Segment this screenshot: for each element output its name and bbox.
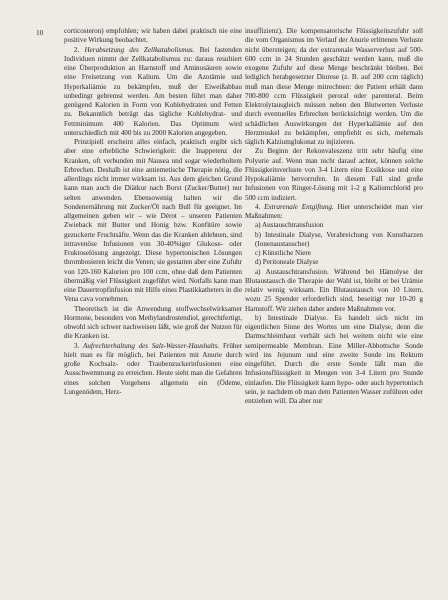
list-item: a) Austauschtransfusion	[255, 221, 324, 230]
paragraph-text: Bei fastenden Individuen nimmt der Zellkatabolismus zu: daraus resultiert eine Überproduktion an Harnstoff und Aminosäuren sowie eine Freisetzung von Kalium. Um die Azotämie und Hyperkaliämie zu bekämpfen, muß der Eiweißabbau unbedingt gebremst werden. Am besten führt man daher genügend Kalorien in Form von Kohlehydraten und Fetten zu. Bekanntlich beträgt das tägliche Kohlehydrat- und Fettminimum 400 Kalorien. Das Optimum wird unterschiedlich mit 400 bis zu 2000 Kalorien angegeben.	[64, 45, 242, 137]
paragraph-text: insuffizienz). Die kompensatorische Flüssigkeitszufuhr soll die vom Organismus im Verlauf der Anurie erlittenen Verluste nicht übersteigen; da der extrarenale Wasserverlust auf 500-600 ccm in 24 Stunden geschätzt werden kann, muß die exogene Zufuhr auf diese Menge beschränkt bleiben. Bei lediglich herabgesetzter Diurese (z. B. auf 200 ccm täglich) muß man diese Menge mitrechnen: der Patient erhält dann 700-800 ccm Flüssigkeit peroral oder parenteral. Beim Elektrolytausgleich müssen neben den Blutwerten Verluste durch eventuelles Erbrechen berücksichtigt werden. Um die schädlichen Auswirkungen der Hyperkaliämie auf den Herzmuskel zu bekämpfen, empfiehlt es sich, mehrmals täglich Kalziumglukonat zu injizieren.	[245, 27, 423, 146]
section-paragraph	[64, 342, 242, 398]
paragraph	[245, 268, 423, 314]
paragraph-text: b) Intestinale Dialyse. Es handelt sich nicht im eigentlichen Sinne des Wortes um eine Dialyse, denn die Darmschleimhaut verhält sich bei weitem nicht wie eine semipermeable Membran. Eine Miller-Abbottsche Sonde wird ins Jejunum und eine zweite Sonde ins Rektum eingeführt. Durch die erste Sonde läßt man die Infusionsflüssigkeit in Mengen von 3-4 Litern pro Stunde einlaufen. Die Flüssigkeit kann hypo- oder auch hypertonisch sein, je nachdem ob man dem Patienten Wasser zuführen oder entziehen will. Da aber nur	[245, 313, 423, 405]
paragraph	[64, 138, 242, 305]
paragraph	[64, 27, 242, 46]
paragraph-text: Prinzipiell erscheint alles einfach, praktisch ergibt sich aber eine erhebliche Schwierigkeit: die Inappetenz der Kranken, oft verbunden mit Nausea und sogar wiederholtem Erbrechen. Deshalb ist eine antiemetische Therapie nötig, die allerdings nicht immer wirksam ist. Aus dem gleichen Grund kann man auch die Diätkur nach Borst (Zucker/Butter) nur selten anwenden. Ebensowenig halten wir die Sondenernährung mit Zucker/Öl nach Bull für geeignet. Im allgemeinen geben wir – wie Dérot – unseren Patienten Zwieback mit Butter und Honig bzw. Konfitüre sowie gezuckerte Fruchtsäfte. Wenn das die Kranken ablehnen, sind intravenöse Infusionen von 30-40%iger Glukose- oder Fruktoselösung angezeigt. Diese hypertonischen Lösungen thrombosieren leicht die Venen; sie gestatten aber eine Zufuhr von 120-160 Kalorien pro 100 ccm, ohne daß dem Patienten übermäßig viel Flüssigkeit zugeführt wird. Notfalls kann man eine Dauertropfinfusion mit Hilfe eines Plastikkatheters in die Vena cava vornehmen.	[64, 138, 242, 304]
paragraph	[64, 305, 242, 342]
list-item: c) Künstliche Niere	[255, 249, 311, 257]
section-number: 2.	[74, 45, 85, 54]
section-heading: Herabsetzung des Zellkatabolismus.	[84, 45, 195, 54]
paragraph-text: Zu Beginn der Rekonvaleszenz tritt sehr häufig eine Polyurie auf. Wenn man nicht darauf achtet, können solche Flüssigkeitsverluste von 3-4 Litern eine Exsikkose und eine Hypokaliämie hervorrufen. In diesem Fall sind große Infusionen von Ringer-Lösung mit 1-2 g Kaliumchlorid pro 500 ccm indiziert.	[245, 147, 423, 202]
list-item: b) Intestinale Dialyse, Verabreichung von Kunstharzen (Ionenaustauscher)	[255, 230, 423, 248]
section-heading: Extrarenale Entgiftung.	[264, 202, 334, 211]
section-paragraph	[64, 46, 242, 139]
paragraph	[245, 27, 423, 147]
section-heading: Aufrechterhaltung des Salz-Wasser-Haushalts.	[82, 341, 220, 350]
list-item: d) Peritoneale Dialyse	[255, 258, 319, 267]
measures-list	[245, 221, 423, 267]
paragraph-text: Hier unterscheidet man vier Maßnahmen:	[245, 202, 423, 220]
paragraph-text: Früher hielt man es für möglich, bei Patienten mit Anurie durch große Kochsalz- oder Traubenzuckerinfusionen eine Ausschwemmung zu erreichen. Heute sieht man die Gefahren eines solchen Vorgehens allgemein ein (Ödeme, Lungenödem, Herz-	[64, 341, 243, 396]
paragraph-text: Theoretisch ist die Anwendung stoffwechselwirksamer Hormone, besonders von Methylandrostendiol, gerechtfertigt, obwohl sich schwer nachweisen läßt, wie groß der Nutzen für die Kranken ist.	[64, 304, 242, 341]
section-number: 3.	[74, 341, 83, 350]
right-column	[245, 27, 423, 406]
paragraph	[245, 147, 423, 203]
section-number: 4.	[255, 202, 265, 211]
paragraph-text: a) Austauschtransfusion. Während bei Hämolyse der Blutaustausch die Therapie der Wahl ist, bleibt er bei Urämie relativ wenig wirksam. Ein Blutaustausch von 10 Litern, wozu 25 Spender erforderlich sind, beseitigt nur 10-20 g Harnstoff. Wir ziehen daher andere Maßnahmen vor.	[245, 267, 423, 313]
section-paragraph	[245, 203, 423, 222]
paragraph-text: corticosteron) empfohlen; wir haben dabei praktisch nie eine positive Wirkung beobachtet.	[64, 27, 242, 45]
page-number: 10	[36, 29, 44, 37]
paragraph	[245, 314, 423, 407]
left-column	[64, 27, 242, 397]
